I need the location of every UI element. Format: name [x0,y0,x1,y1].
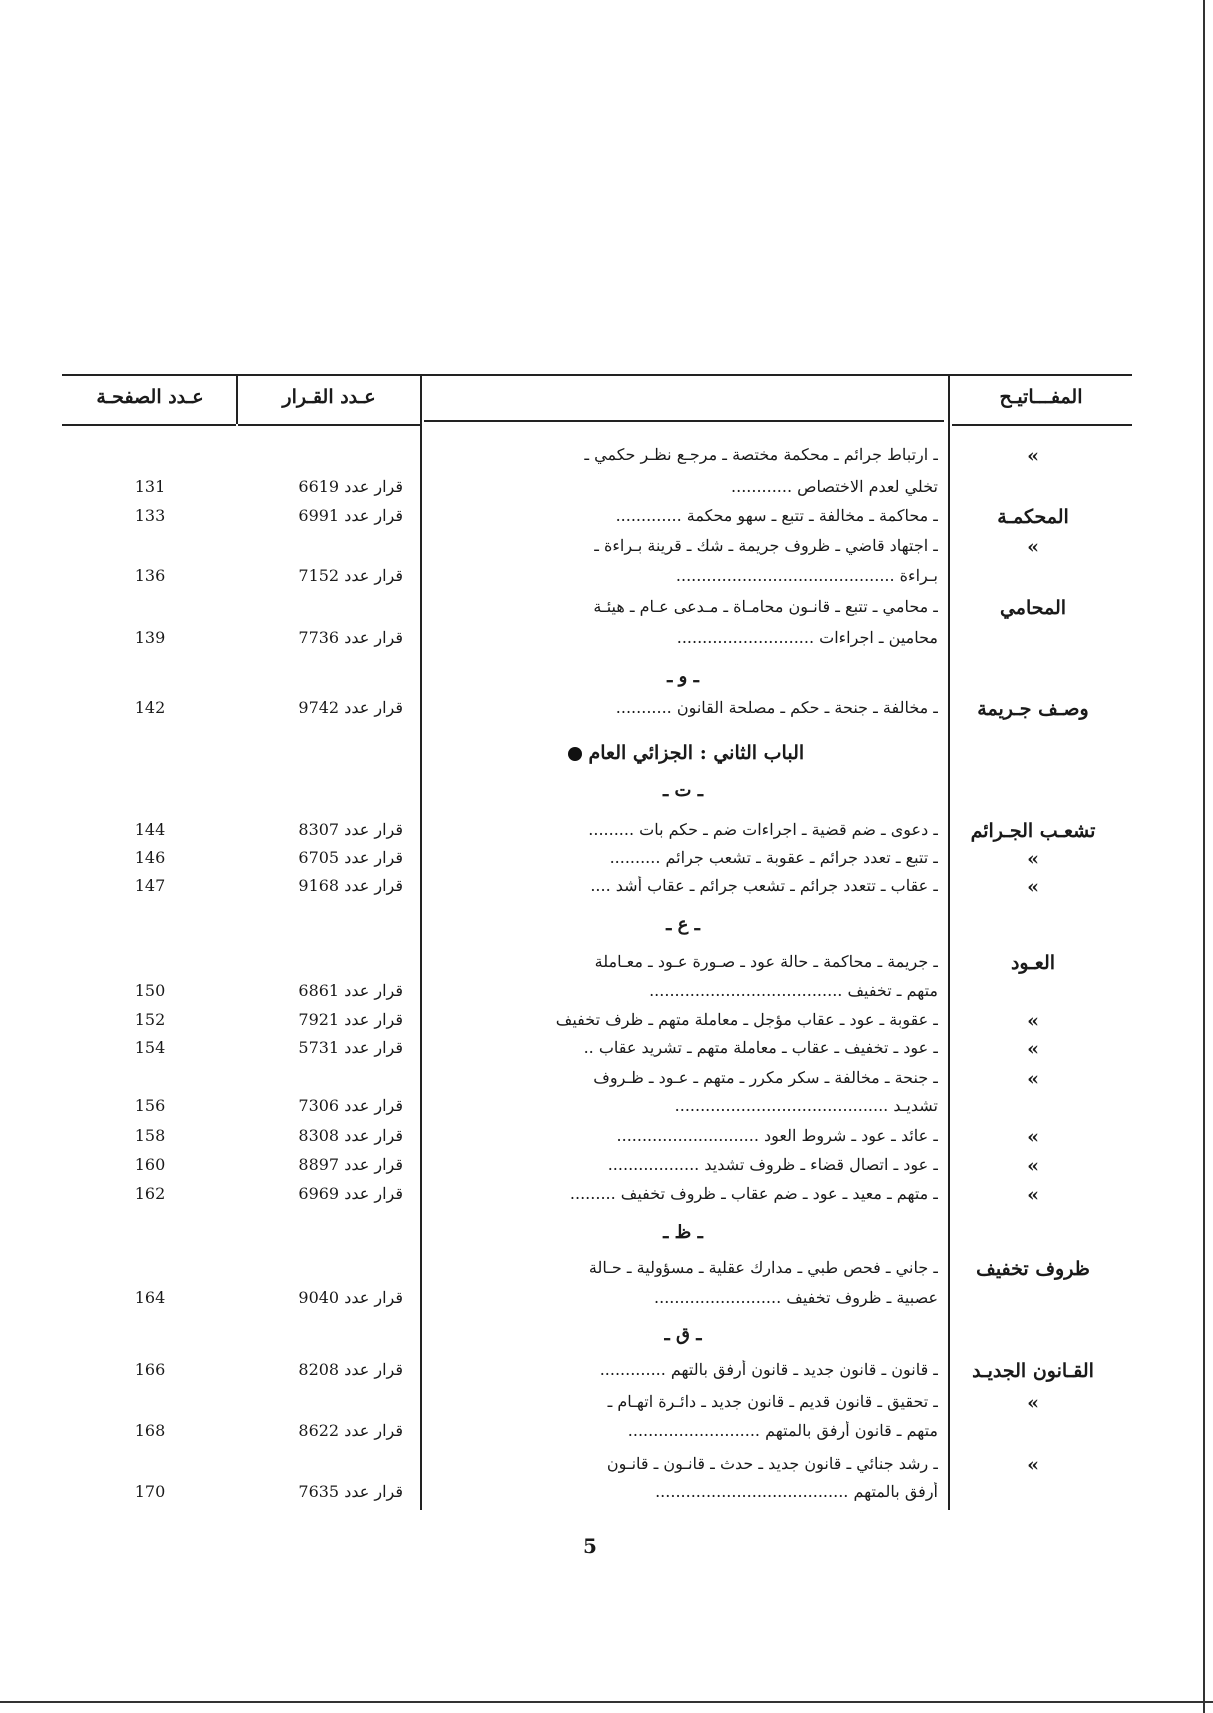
entry-text: ـ عقوبة ـ عود ـ عقاب مؤجل ـ معاملة متهم ـ ظرف تخفيف [555,1010,938,1029]
bullet-icon [568,747,582,761]
entry-text: عصبية ـ ظروف تخفيف ......................... [654,1288,938,1307]
section-letter-ayn: ـ ع ـ [666,914,700,935]
keyword: ظروف تخفيف [976,1258,1090,1280]
entry-text: ـ دعوى ـ ضم قضية ـ اجراءات ضم ـ حكم بات ......... [588,820,938,839]
section-letter-qaf: ـ ق ـ [664,1324,702,1345]
header-page-number: عـدد الصفحـة [96,386,204,408]
keyword: » [1027,1010,1039,1032]
page-ref: 150 [134,981,166,1000]
entry-text: ـ تتبع ـ تعدد جرائم ـ عقوبة ـ تشعب جرائم .......... [609,848,938,867]
decision-ref: قرار عدد 8622 [298,1421,403,1440]
page-ref: 136 [134,566,166,585]
decision-ref: قرار عدد 6991 [298,506,403,525]
decision-ref: قرار عدد 6705 [298,848,403,867]
decision-ref: قرار عدد 8307 [298,820,403,839]
chapter-heading [428,742,938,764]
entry-text: تخلي لعدم الاختصاص ............ [731,477,938,496]
entry-text: متهم ـ تخفيف ...................................... [649,981,938,1000]
section-letter-zha: ـ ظ ـ [663,1222,703,1243]
entry-text: ـ متهم ـ معيد ـ عود ـ ضم عقاب ـ ظروف تخفيف ......... [569,1184,938,1203]
entry-text: ـ تحقيق ـ قانون قديم ـ قانون جديد ـ دائـرة اتهـام ـ [607,1392,938,1411]
decision-ref: قرار عدد 7152 [298,566,403,585]
keyword: » [1027,1155,1039,1177]
header-underline [238,424,420,426]
page-ref: 170 [134,1482,166,1501]
section-letter-waw: ـ و ـ [667,666,699,687]
entry-text: ـ رشد جنائي ـ قانون جديد ـ حدث ـ قانـون ـ قانـون [606,1454,938,1473]
entry-text: متهم ـ قانون أرفق بالمتهم .......................... [627,1421,938,1440]
keyword: » [1027,1126,1039,1148]
entry-text: ـ محامي ـ تتبع ـ قانـون محامـاة ـ مـدعى عـام ـ هيئـة [593,597,938,616]
page-number: 5 [583,1534,597,1558]
decision-ref: قرار عدد 9168 [298,876,403,895]
page-ref: 131 [134,477,166,496]
column-divider [948,374,950,1510]
keyword: » [1027,848,1039,870]
page-ref: 166 [134,1360,166,1379]
decision-ref: قرار عدد 8897 [298,1155,403,1174]
page-ref: 142 [134,698,166,717]
page-ref: 152 [134,1010,166,1029]
decision-ref: قرار عدد 7635 [298,1482,403,1501]
entry-text: ـ قانون ـ قانون جديد ـ قانون أرفق بالتهم ............. [599,1360,938,1379]
entry-text: ـ محاكمة ـ مخالفة ـ تتبع ـ سهو محكمة ............. [615,506,938,525]
page-ref: 156 [134,1096,166,1115]
keyword: » [1027,1068,1039,1090]
entry-text: ـ عود ـ اتصال قضاء ـ ظروف تشديد .................. [607,1155,938,1174]
keyword: العـود [1010,952,1056,974]
keyword: المحامي [999,597,1067,619]
entry-text: محامين ـ اجراءات ........................... [676,628,938,647]
decision-ref: قرار عدد 9742 [298,698,403,717]
decision-ref: قرار عدد 6619 [298,477,403,496]
keyword: » [1027,536,1039,558]
decision-ref: قرار عدد 7306 [298,1096,403,1115]
header-keywords: المفـــاتيـح [999,386,1083,408]
entry-text: ـ اجتهاد قاضي ـ ظروف جريمة ـ شك ـ قرينة بـراءة ـ [594,536,938,555]
column-divider [420,374,422,1510]
entry-text: ـ جريمة ـ محاكمة ـ حالة عود ـ صـورة عـود ـ معـاملة [594,952,938,971]
keyword: » [1027,1038,1039,1060]
scan-edge-bottom [0,1701,1213,1703]
decision-ref: قرار عدد 6969 [298,1184,403,1203]
keyword: » [1027,1184,1039,1206]
page-ref: 160 [134,1155,166,1174]
decision-ref: قرار عدد 8208 [298,1360,403,1379]
header-underline [952,424,1132,426]
entry-text: ـ عود ـ تخفيف ـ عقاب ـ معاملة متهم ـ تشريد عقاب .. [583,1038,938,1057]
decision-ref: قرار عدد 6861 [298,981,403,1000]
entry-text: أرفق بالمتهم ...................................... [655,1482,938,1501]
entry-text: تشديـد .......................................... [674,1096,938,1115]
chapter-title: الباب الثاني : الجزائي العام [588,742,805,764]
table-top-rule [62,374,1132,376]
decision-ref: قرار عدد 7736 [298,628,403,647]
keyword: المحكمـة [997,506,1069,528]
page-ref: 147 [134,876,166,895]
page-ref: 168 [134,1421,166,1440]
section-letter-ta: ـ ت ـ [662,780,704,801]
entry-text: ـ عائد ـ عود ـ شروط العود ............................ [616,1126,938,1145]
entry-text: بـراءة ........................................... [675,566,938,585]
keyword: القـانون الجديـد [972,1360,1094,1382]
header-underline [62,424,236,426]
entry-text: ـ عقاب ـ تتعدد جرائم ـ تشعب جرائم ـ عقاب أشد .... [590,876,938,895]
scan-edge-right [1203,0,1205,1713]
entry-text: ـ جاني ـ فحص طبي ـ مدارك عقلية ـ مسؤولية ـ حـالة [588,1258,938,1277]
keyword: وصـف جـريمة [977,698,1089,720]
entry-text: ـ جنحة ـ مخالفة ـ سكر مكرر ـ متهم ـ عـود ـ ظـروف [593,1068,938,1087]
page-ref: 144 [134,820,166,839]
entry-text: ـ ارتباط جرائم ـ محكمة مختصة ـ مرجـع نظـر حكمي ـ [584,445,938,464]
keyword: » [1027,1392,1039,1414]
column-divider [236,374,238,424]
header-decision-number: عـدد القـرار [282,386,376,408]
decision-ref: قرار عدد 7921 [298,1010,403,1029]
keyword: » [1027,1454,1039,1476]
keyword: » [1027,445,1039,467]
entry-text: ـ مخالفة ـ جنحة ـ حكم ـ مصلحة القانون ........... [615,698,938,717]
page-ref: 164 [134,1288,166,1307]
decision-ref: قرار عدد 8308 [298,1126,403,1145]
keyword: تشعـب الجـرائم [970,820,1096,842]
decision-ref: قرار عدد 5731 [298,1038,403,1057]
page-ref: 139 [134,628,166,647]
page-ref: 158 [134,1126,166,1145]
page-ref: 154 [134,1038,166,1057]
page-ref: 133 [134,506,166,525]
page-ref: 146 [134,848,166,867]
keyword: » [1027,876,1039,898]
decision-ref: قرار عدد 9040 [298,1288,403,1307]
page-ref: 162 [134,1184,166,1203]
header-underline [424,420,944,422]
